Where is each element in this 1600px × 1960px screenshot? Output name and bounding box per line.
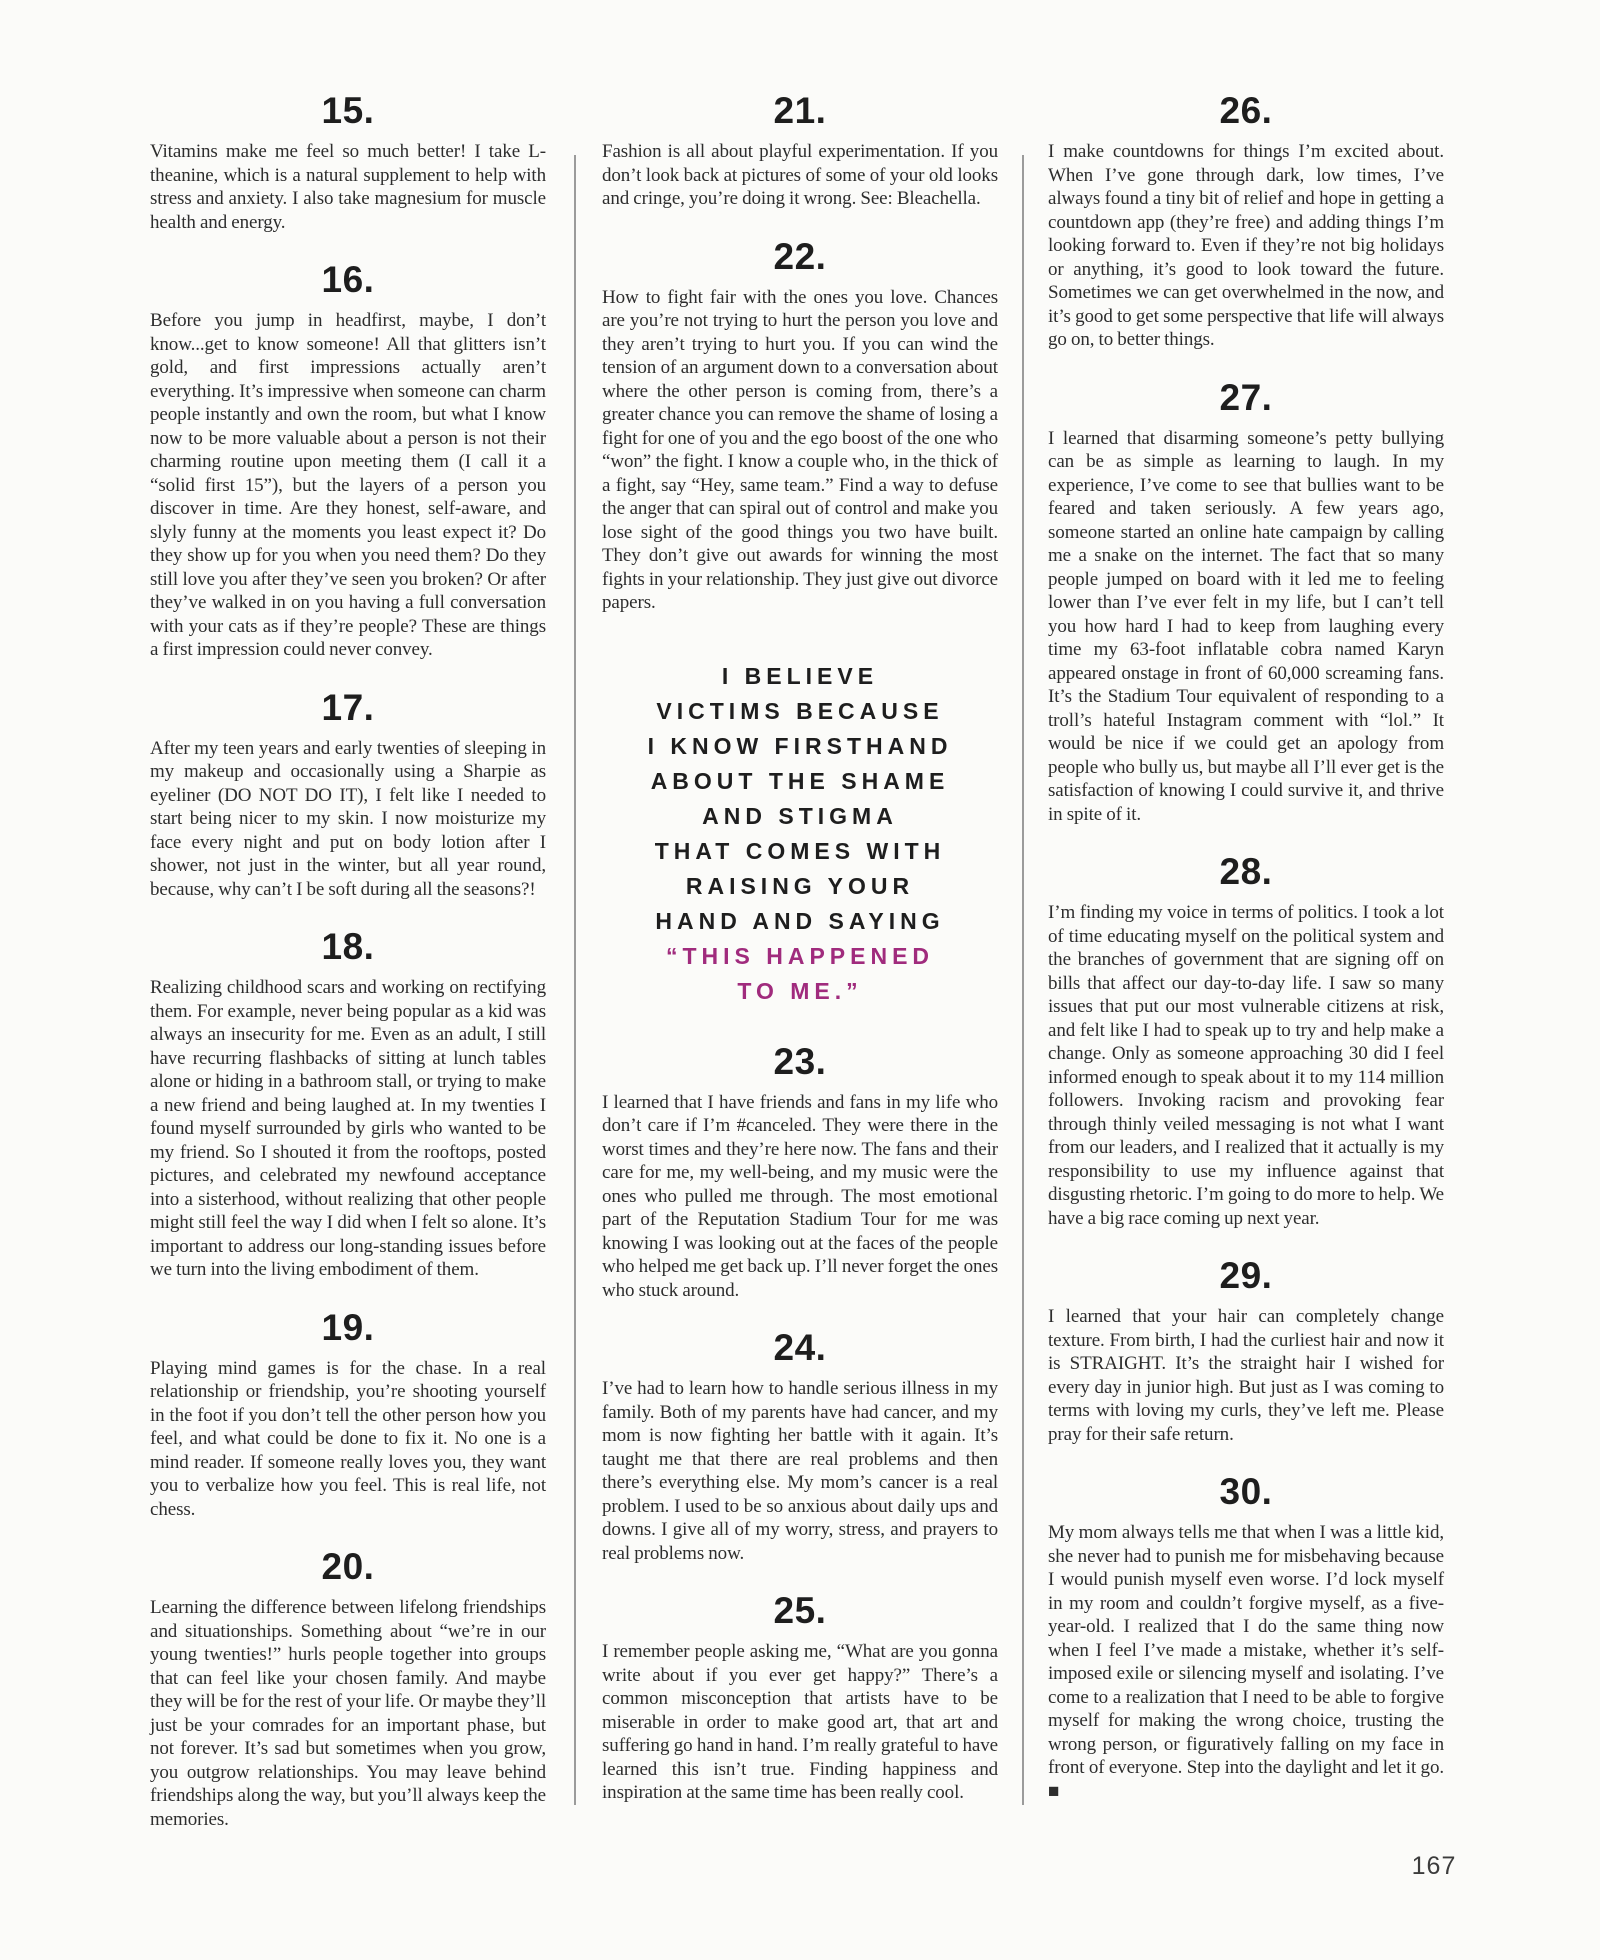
- item-number-24: 24.: [773, 1327, 827, 1368]
- item-number-15: 15.: [321, 90, 375, 131]
- item-number-25: 25.: [773, 1590, 827, 1631]
- pull-quote-line: ABOUT THE SHAME: [650, 767, 950, 794]
- column-1: [150, 92, 546, 1831]
- pull-quote-line: AND STIGMA: [702, 802, 898, 829]
- pull-quote-line: HAND AND SAYING: [655, 907, 945, 934]
- item-text-26: I make countdowns for things I’m excited about. When I’ve gone through dark, low times, I’ve always found a tiny bit of relief and hope in getting a countdown app (they’re free) and adding things I’m looking forward to. Even if they’re not big holidays or anything, it’s good to look toward the future. Sometimes we can get overwhelmed in the now, and it’s good to get some perspective that life will always go on, to better things.: [1048, 141, 1444, 350]
- pull-quote-line: RAISING YOUR: [685, 872, 915, 899]
- item-number-23: 23.: [773, 1040, 827, 1082]
- item-number-17: 17.: [321, 686, 375, 728]
- item-text-27: I learned that disarming someone’s petty bullying can be as simple as learning to laugh. In my experience, I’ve come to see that bullies want to be feared and taken seriously. A few years ago, someone started an online hate campaign by calling me a snake on the internet. The fact that so many people jumped on board with it led me to feeling lower than I’ve ever felt in my life, but I can’t tell you how hard I had to keep from laughing every time my 63-foot inflatable cobra named Karyn appeared onstage in front of 60,000 screaming fans. It’s the Stadium Tour equivalent of responding to a troll’s hateful Instagram comment with “lol.” It would be nice if we could get an apology from people who bully us, but maybe all I’ll ever get is the satisfaction of knowing I could survive it, and thrive in spite of it.: [1048, 427, 1444, 825]
- column-divider-left: [574, 155, 576, 1805]
- item-number-16: 16.: [321, 259, 375, 300]
- item-text-29: I learned that your hair can completely change texture. From birth, I had the curliest hair and now it is STRAIGHT. It’s the straight hair I wished for every day in junior high. But just as I was coming to terms with loving my curls, they’ve left me. Please pray for their safe return.: [1048, 1306, 1444, 1445]
- pull-quote-line-accent: “THIS HAPPENED: [665, 942, 935, 969]
- pull-quote-line: VICTIMS BECAUSE: [656, 697, 944, 724]
- item-text-16: Before you jump in headfirst, maybe, I don’t know...get to know someone! All that glitters isn’t gold, and first impressions actually aren’t everything. It’s impressive when someone can charm people instantly and own the room, but what I know now to be more valuable about a person is not their charming routine upon meeting them (I call it a “solid first 15”), but the layers of a person you discover in time. Are they honest, self-aware, and slyly funny at the moments you least expect it? Do they show up for you when you need them? Do they still love you after they’ve seen you broken? Or after they’ve walked in on you having a full conversation with your cats as if they’re people? These are things a first impression could never convey.: [150, 310, 546, 660]
- column-divider-right: [1022, 155, 1024, 1805]
- item-text-23: I learned that I have friends and fans in my life who don’t care if I’m #canceled. They were there in the worst times and they’re here now. The fans and their care for me, my well-being, and my music were the ones who pulled me through. The most emotional part of the Reputation Stadium Tour for me was knowing I was looking out at the faces of the people who helped me get back up. I’ll never forget the ones who stuck around.: [602, 1091, 998, 1301]
- item-text-22: How to fight fair with the ones you love. Chances are you’re not trying to hurt the person you love and they aren’t trying to hurt you. If you can wind the tension of an argument down to a conversation about where the other person is coming from, there’s a greater chance you can remove the shame of losing a fight for one of you and the ego boost of the one who “won” the fight. I know a couple who, in the thick of a fight, say “Hey, same team.” Find a way to defuse the anger that can spiral out of control and make you lose sight of the good things you two have built. They don’t give out awards for winning the most fights in your relationship. They just give out divorce papers.: [602, 286, 998, 613]
- page-number: 167: [1411, 1852, 1457, 1880]
- pull-quote-line-accent: TO ME.”: [737, 977, 863, 1004]
- item-number-30: 30.: [1219, 1471, 1273, 1512]
- item-number-20: 20.: [321, 1546, 375, 1587]
- pull-quote: [602, 659, 998, 1009]
- item-text-18: Realizing childhood scars and working on rectifying them. For example, never being popular as a kid was always an insecurity for me. Even as an adult, I still have recurring flashbacks of sitting at lunch tables alone or hiding in a bathroom stall, or trying to make a new friend and being laughed at. In my twenties I found myself surrounded by girls who wanted to be my friend. So I shouted it from the rooftops, posted pictures, and celebrated my newfound acceptance into a sisterhood, without realizing that other people might still feel the way I did when I felt so alone. It’s important to address our long-standing issues before we turn into the living embodiment of them.: [150, 977, 546, 1280]
- item-text-30: My mom always tells me that when I was a little kid, she never had to punish me for misbehaving because I would punish myself even worse. I’d lock myself in my room and couldn’t forgive myself, as a five-year-old. I realized that I do the same thing now when I feel I’ve made a mistake, whether it’s self-imposed exile or silencing myself and isolating. I’ve come to a realization that I need to be able to forgive myself for making the wrong choice, trusting the wrong person, or figuratively falling on my face in front of everyone. Step into the daylight and let it go. ■: [1048, 1522, 1444, 1802]
- item-text-20: Learning the difference between lifelong friendships and situationships. Something about “we’re in our young twenties!” hurls people together into groups that can feel like your chosen family. And maybe they will be for the rest of your life. Or maybe they’ll just be your comrades for an important phase, but not forever. It’s sad but sometimes when you grow, you outgrow relationships. You may leave behind friendships along the way, but you’ll always keep the memories.: [150, 1597, 546, 1830]
- item-number-21: 21.: [773, 90, 827, 131]
- item-number-27: 27.: [1219, 376, 1273, 418]
- item-text-21: Fashion is all about playful experimentation. If you don’t look back at pictures of some of your old looks and cringe, you’re doing it wrong. See: Bleachella.: [602, 141, 998, 209]
- item-text-19: Playing mind games is for the chase. In a real relationship or friendship, you’re shooting yourself in the foot if you don’t tell the other person how you feel, and what could be done to fix it. No one is a mind reader. If someone really loves you, they want you to verbalize how you feel. This is real life, not chess.: [150, 1357, 546, 1520]
- item-number-28: 28.: [1219, 851, 1273, 892]
- item-text-17: After my teen years and early twenties of sleeping in my makeup and occasionally using a Sharpie as eyeliner (DO NOT DO IT), I felt like I needed to start being nicer to my skin. I now moisturize my face every night and put on body lotion after I shower, not just in the winter, but all year round, because, why can’t I be soft during all the seasons?!: [150, 737, 546, 900]
- item-text-24: I’ve had to learn how to handle serious illness in my family. Both of my parents have had cancer, and my mom is now fighting her battle with it again. It’s taught me that there are real problems and then there’s everything else. My mom’s cancer is a real problem. I used to be so anxious about daily ups and downs. I give all of my worry, stress, and prayers to real problems now.: [602, 1378, 998, 1564]
- pull-quote-line: THAT COMES WITH: [654, 837, 946, 864]
- pull-quote-line: I BELIEVE: [721, 662, 879, 689]
- item-text-25: I remember people asking me, “What are you gonna write about if you ever get happy?” There’s a common misconception that artists have to be miserable in order to make good art, that art and suffering go hand in hand. I’m really grateful to have learned this isn’t true. Finding happiness and inspiration at the same time has been really cool.: [602, 1641, 998, 1803]
- column-2: [602, 92, 998, 1805]
- item-text-15: Vitamins make me feel so much better! I take L-theanine, which is a natural supplement to help with stress and anxiety. I also take magnesium for muscle health and energy.: [150, 141, 546, 233]
- item-number-18: 18.: [321, 926, 375, 967]
- item-number-26: 26.: [1219, 90, 1273, 131]
- item-number-29: 29.: [1219, 1255, 1273, 1296]
- item-number-22: 22.: [773, 235, 827, 277]
- item-number-19: 19.: [321, 1306, 375, 1348]
- item-text-28: I’m finding my voice in terms of politics. I took a lot of time educating myself on the political system and the branches of government that are signing off on bills that affect our day-to-day life. I saw so many issues that put our most vulnerable citizens at risk, and felt like I had to speak up to try and help make a change. Only as someone approaching 30 did I feel informed enough to speak about it to my 114 million followers. Invoking racism and provoking fear through thinly veiled messaging is not what I want from our leaders, and I realized that it actually is my responsibility to use my influence against that disgusting rhetoric. I’m going to do more to help. We have a big race coming up next year.: [1048, 902, 1444, 1229]
- pull-quote-line: I KNOW FIRSTHAND: [647, 732, 953, 759]
- column-3: [1048, 92, 1444, 1803]
